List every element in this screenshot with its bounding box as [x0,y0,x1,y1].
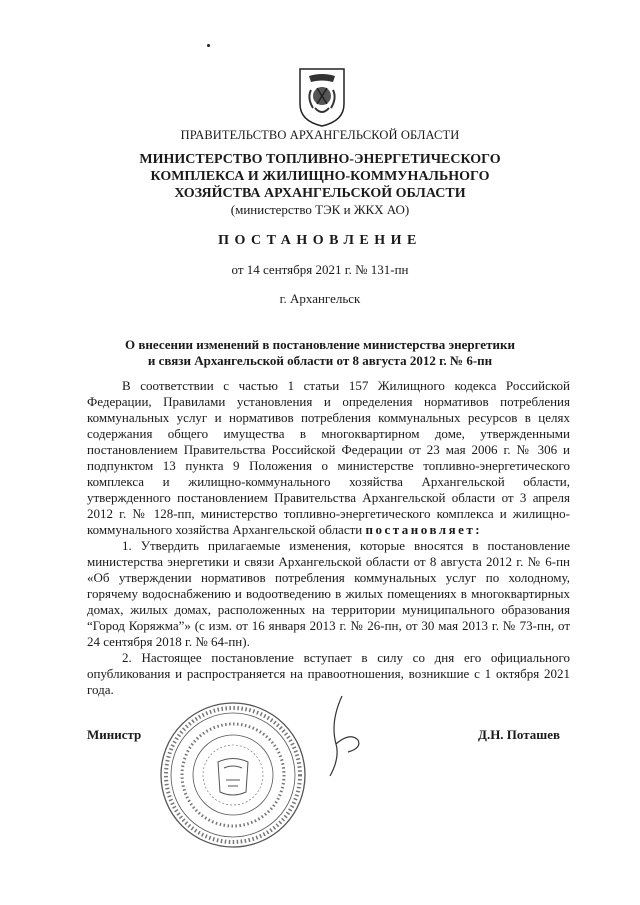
ministry-line: ХОЗЯЙСТВА АРХАНГЕЛЬСКОЙ ОБЛАСТИ [174,186,466,201]
signatory-name: Д.Н. Поташев [478,727,561,742]
body-paragraph: 2. Настоящее постановление вступает в силу со дня его официального опубликования и распространяется на правоотношения, возникшие с 1 октября 2021 года. [87,650,570,697]
document-city: г. Архангельск [279,291,361,306]
paragraph-text: В соответствии с частью 1 статьи 157 Жилищного кодекса Российской Федерации, Правилами установления и определения нормативов потребления коммунальных услуг и нормативов потребления коммунальных ресурсов в целях содержания общего имущества в многоквартирном доме, утвержденными постановлением Правительства Российской Федерации от 23 мая 2006 г. № 306 и подпунктом 13 пункта 9 Положения о министерстве топливно-энергетического комплекса и жилищно-коммунального хозяйства Архангельской области, утвержденного постановлением Правительства Архангельской области от 3 апреля 2012 г. № 128-пп, министерство топливно-энергетического комплекса и жилищно-коммунального хозяйства Архангельской области [87,378,570,537]
body-paragraph [87,378,570,538]
official-seal-icon [158,700,308,850]
subject-line: О внесении изменений в постановление министерства энергетики [125,337,515,352]
ministry-line: КОМПЛЕКСА И ЖИЛИЩНО-КОММУНАЛЬНОГО [150,169,490,184]
document-body [87,378,570,698]
subject-line: и связи Архангельской области от 8 августа 2012 г. № 6-пн [147,353,493,368]
coat-of-arms-icon [297,66,347,128]
document-date-number: от 14 сентября 2021 г. № 131-пн [231,262,409,277]
handwritten-signature-icon [300,692,380,782]
ministry-abbreviation: (министерство ТЭК и ЖКХ АО) [230,202,410,217]
body-paragraph: 1. Утвердить прилагаемые изменения, которые вносятся в постановление министерства энергетики и связи Архангельской области от 8 августа 2012 г. № 6-пн «Об утверждении нормативов потребления коммунальных услуг по холодному, горячему водоснабжению и водоотведению в жилых помещениях в многоквартирных домах, жилых домах, расположенных на территории муниципального образования “Город Коряжма”» (с изм. от 16 января 2013 г. № 26-пн, от 30 мая 2013 г. № 73-пн, от 24 сентября 2018 г. № 64-пн). [87,538,570,649]
ministry-name [0,151,640,202]
document-type: ПОСТАНОВЛЕНИЕ [218,233,422,248]
ministry-line: МИНИСТЕРСТВО ТОПЛИВНО-ЭНЕРГЕТИЧЕСКОГО [139,152,501,167]
document-subject [0,337,640,369]
signatory-title: Министр [87,727,142,742]
scan-dot [207,44,210,47]
government-name: ПРАВИТЕЛЬСТВО АРХАНГЕЛЬСКОЙ ОБЛАСТИ [180,128,460,142]
resolution-verb: постановляет: [365,522,483,537]
